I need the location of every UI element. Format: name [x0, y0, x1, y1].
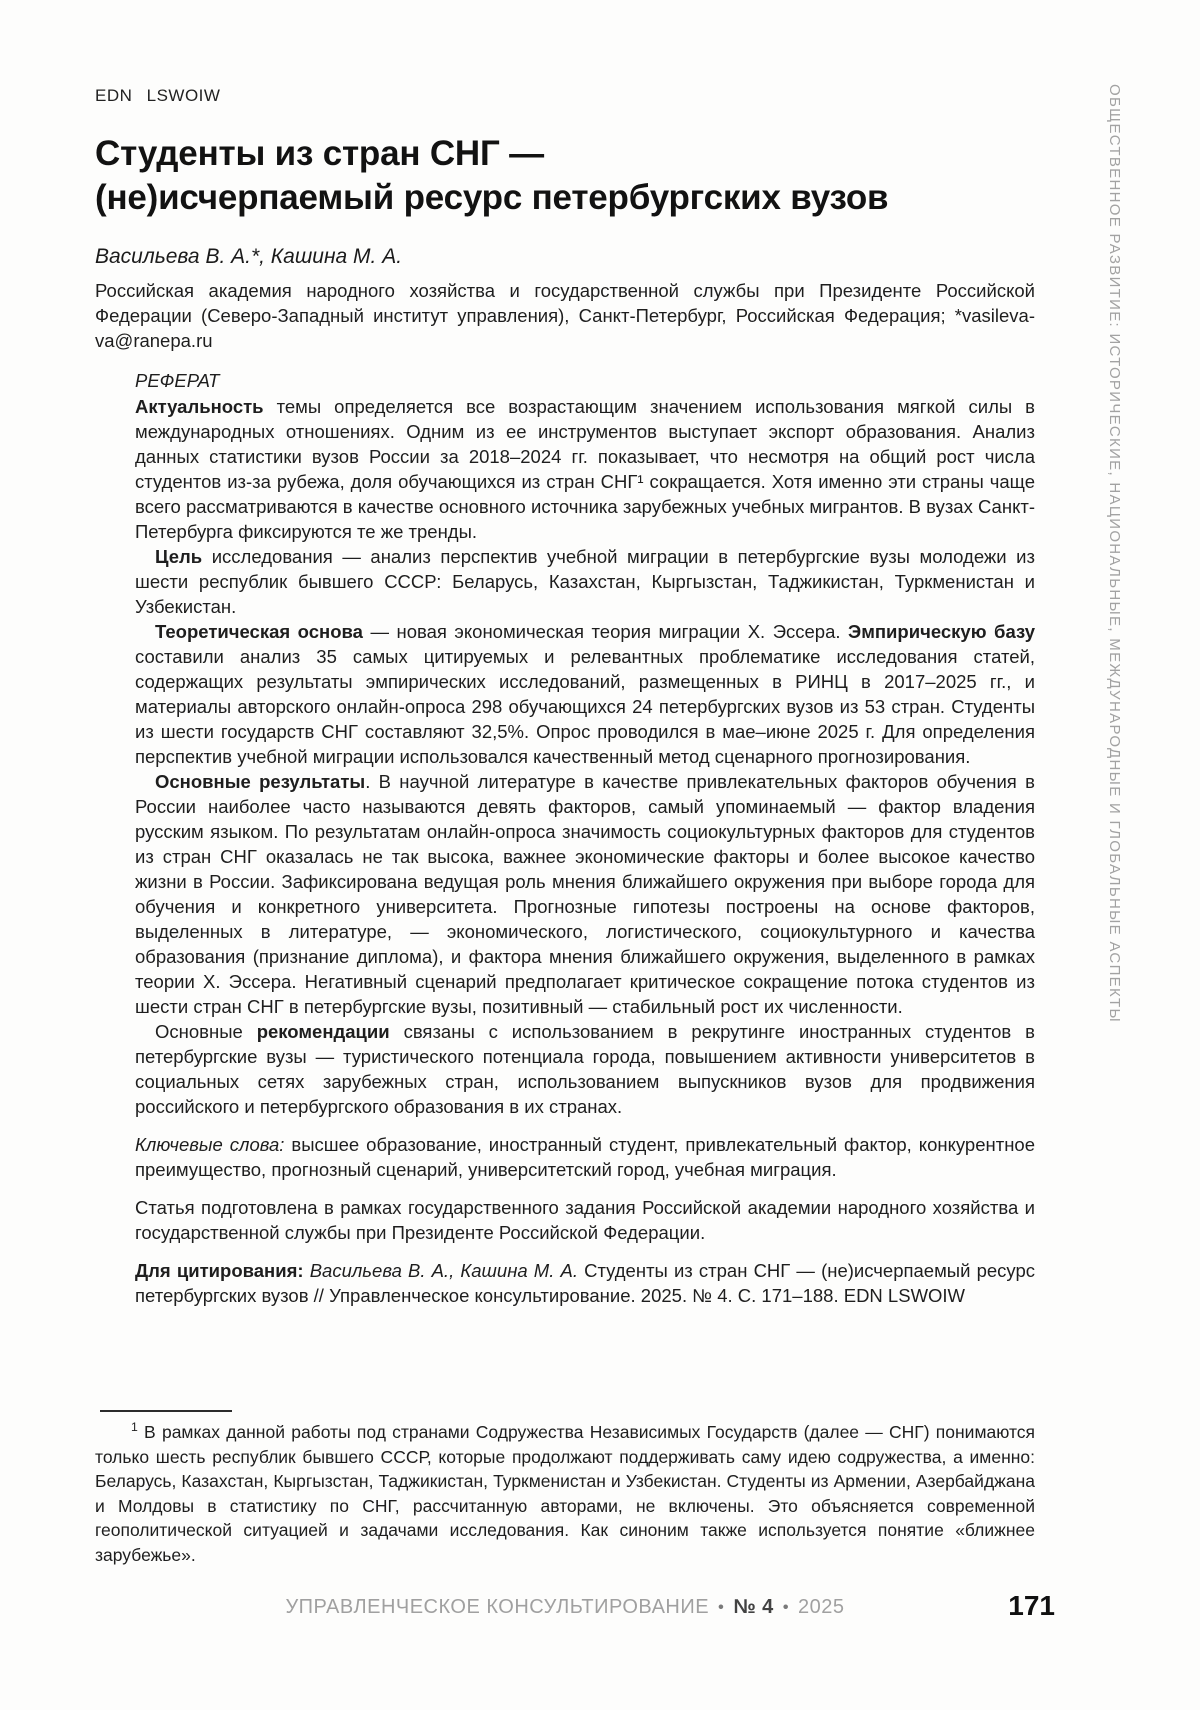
bullet-separator: • [782, 1599, 789, 1616]
theory-text-1: — новая экономическая теория миграции Х. Эссера. [362, 621, 849, 642]
recommendations-label: рекомендации [256, 1021, 390, 1042]
article-title [95, 132, 1035, 220]
abstract-heading: РЕФЕРАТ [135, 370, 220, 391]
relevance-text: темы определяется все возрастающим значением использования мягкой силы в международных отношениях. Одним из ее инструментов выступает экспорт образования. Анализ данных статистики вузов России за 2018–2024 гг. показывает, что несмотря на общий рост числа студентов из-за рубежа, доля обучающихся из стран СНГ¹ сокращается. Хотя именно эти страны чаще всего рассматриваются в качестве основного источника зарубежных учебных мигрантов. В вузах Санкт-Петербурга фиксируются те же тренды. [135, 396, 1035, 542]
relevance-label: Актуальность [135, 396, 264, 417]
abstract-paragraph-theory [135, 619, 1035, 769]
keywords-text: высшее образование, иностранный студент, привлекательный фактор, конкурентное преимущество, прогнозный сценарий, университетский город, учебная миграция. [135, 1134, 1035, 1180]
affiliation: Российская академия народного хозяйства и государственной службы при Президенте Российской Федерации (Северо-Западный институт управления), Санкт-Петербург, Российская Федерация; *vasileva-va@ranepa.ru [95, 280, 1035, 351]
recommendations-lead: Основные [155, 1021, 257, 1042]
citation [135, 1258, 1035, 1308]
keywords-label: Ключевые слова: [135, 1134, 285, 1155]
results-text: . В научной литературе в качестве привлекательных факторов обучения в России наиболее часто называются девять факторов, самый упоминаемый — фактор владения русским языком. По результатам онлайн-опроса значимость социокультурных факторов для студентов из стран СНГ оказалась не так высока, важнее экономические факторы и более высокое качество жизни в России. Зафиксирована ведущая роль мнения ближайшего окружения при выборе города для обучения и конкретного университета. Прогнозные гипотезы построены на основе факторов, выделенных в литературе, — экономического, логистического, социокультурного и качества образования (признание диплома), и фактора мнения ближайшего окружения, выделенного в рамках теории Х. Эссера. Негативный сценарий предполагает критическое сокращение потока студентов из шести стран СНГ в петербургские вузы, позитивный — стабильный рост их численности. [135, 771, 1035, 1017]
year: 2025 [798, 1596, 845, 1618]
bullet-separator: • [718, 1599, 725, 1616]
title-line-2: (не)исчерпаемый ресурс петербургских вузов [95, 178, 889, 217]
footnote [95, 1420, 1035, 1567]
abstract-paragraph-recommendations [135, 1019, 1035, 1119]
abstract-block [135, 368, 1035, 1308]
journal-name: УПРАВЛЕНЧЕСКОЕ КОНСУЛЬТИРОВАНИЕ [285, 1596, 710, 1618]
theory-label: Теоретическая основа [155, 621, 363, 642]
footnote-text: В рамках данной работы под странами Содружества Независимых Государств (далее — СНГ) понимаются только шесть республик бывшего СССР, которые продолжают поддерживать саму идею содружества, а именно: Беларусь, Казахстан, Кыргызстан, Таджикистан, Туркменистан и Узбекистан. Студенты из Армении, Азербайджана и Молдовы в статистику по СНГ, рассчитанную авторами, не включены. Это объясняется современной геополитической ситуацией и задачами исследования. Как синоним также используется понятие «ближнее зарубежье». [95, 1422, 1035, 1565]
goal-label: Цель [155, 546, 203, 567]
keywords [135, 1132, 1035, 1182]
citation-text: Студенты из стран СНГ — (не)исчерпаемый ресурс петербургских вузов // Управленческое консультирование. 2025. № 4. С. 171–188. EDN LSWOIW [135, 1260, 1035, 1306]
theory-text-2: составили анализ 35 самых цитируемых и релевантных проблематике исследования статей, содержащих результаты эмпирических исследований, размещенных в РИНЦ в 2017–2025 гг., и материалы авторского онлайн-опроса 298 обучающихся 24 петербургских вузов из 53 стран. Студенты из шести государств СНГ составляют 32,5%. Опрос проводился в мае–июне 2025 г. Для определения перспектив учебной миграции использовался качественный метод сценарного прогнозирования. [135, 646, 1035, 767]
footnote-marker: 1 [131, 1420, 138, 1435]
results-label: Основные результаты [155, 771, 366, 792]
edn-label: EDN LSWOIW [95, 86, 221, 105]
citation-label: Для цитирования: [135, 1260, 304, 1281]
abstract-paragraph-goal [135, 544, 1035, 619]
abstract-paragraph-relevance [135, 394, 1035, 544]
goal-text: исследования — анализ перспектив учебной миграции в петербургские вузы молодежи из шести республик бывшего СССР: Беларусь, Казахстан, Кыргызстан, Таджикистан, Туркменистан и Узбекистан. [135, 546, 1035, 617]
citation-authors: Васильева В. А., Кашина М. А. [303, 1260, 578, 1281]
authors: Васильева В. А.*, Кашина М. А. [95, 245, 403, 268]
recommendations-text: связаны с использованием в рекрутинге иностранных студентов в петербургские вузы — туристического потенциала города, повышением активности университетов в социальных сетях зарубежных стран, использованием выпускников вузов для продвижения российского и петербургского образования в их странах. [135, 1021, 1035, 1117]
issue-number: № 4 [733, 1596, 774, 1618]
title-line-1: Студенты из стран СНГ — [95, 134, 544, 173]
empirical-base-label: Эмпирическую базу [848, 621, 1036, 642]
page-number: 171 [1008, 1590, 1055, 1621]
funding-note: Статья подготовлена в рамках государственного задания Российской академии народного хозяйства и государственной службы при Президенте Российской Федерации. [135, 1197, 1035, 1243]
footnote-divider [100, 1410, 232, 1412]
journal-footer-line [95, 1596, 1035, 1619]
abstract-paragraph-results [135, 769, 1035, 1019]
section-title-vertical: ОБЩЕСТВЕННОЕ РАЗВИТИЕ: ИСТОРИЧЕСКИЕ, НАЦИОНАЛЬНЫЕ, МЕЖДУНАРОДНЫЕ И ГЛОБАЛЬНЫЕ АСПЕКТЫ [1106, 84, 1123, 1024]
article [95, 86, 1035, 1308]
